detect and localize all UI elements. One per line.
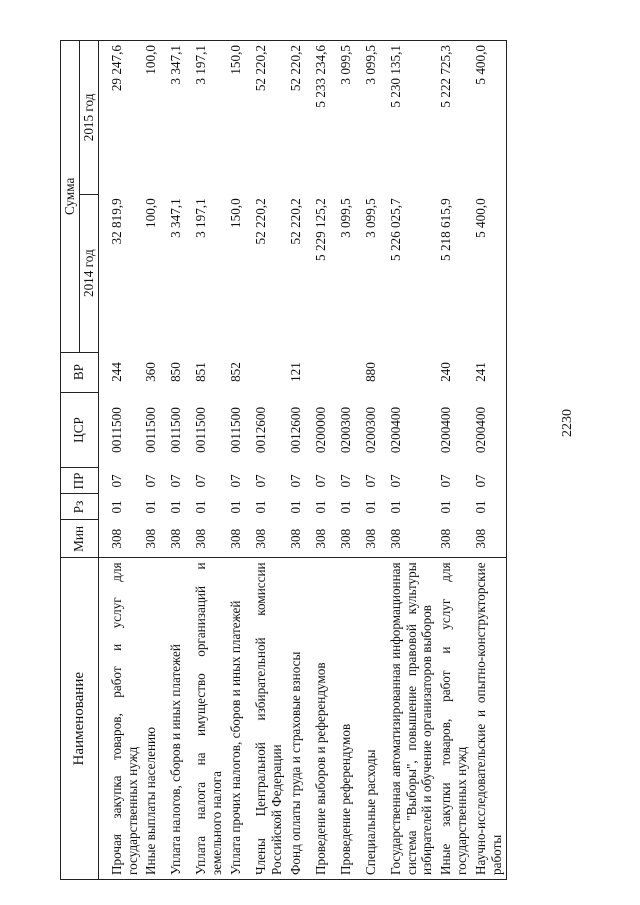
cell-csr: 0011500 <box>193 407 209 453</box>
cell-2015: 3 347,1 <box>166 41 191 195</box>
cell-vr: 244 <box>108 362 124 382</box>
cell-csr: 0200400 <box>387 406 403 454</box>
cell-2014: 5 226 025,7 <box>387 198 403 261</box>
table-row <box>141 41 166 880</box>
cell-2014: 150,0 <box>228 198 244 228</box>
cell-min: 308 <box>143 528 159 549</box>
header-csr: ЦСР <box>61 392 99 468</box>
cell-vr: 241 <box>471 352 506 392</box>
cell-2015: 3 197,1 <box>191 41 226 195</box>
cell-min: 308 <box>228 528 244 549</box>
cell-name: Иные закупки товаров, работ и услуг для государственных нужд <box>436 558 471 880</box>
cell-name: Иные выплаты населению <box>141 558 166 880</box>
table-row <box>226 41 251 880</box>
spacer-row <box>98 41 107 880</box>
cell-min: 308 <box>337 528 353 549</box>
cell-vr: 852 <box>228 362 244 382</box>
cell-csr: 0011500 <box>228 407 244 453</box>
table-row <box>471 41 506 880</box>
table-row <box>311 41 336 880</box>
cell-pr: 07 <box>143 474 159 488</box>
table-row <box>191 41 226 880</box>
cell-rz: 01 <box>228 500 244 514</box>
cell-rz: 01 <box>337 500 353 514</box>
cell-pr: 07 <box>337 474 353 488</box>
table-body <box>98 41 506 880</box>
cell-2015: 52 220,2 <box>251 41 286 195</box>
header-sum: Сумма <box>61 41 80 353</box>
cell-2015: 100,0 <box>141 41 166 195</box>
cell-csr: 0200400 <box>438 406 454 454</box>
cell-pr: 07 <box>471 468 506 494</box>
rotated-page <box>60 40 570 880</box>
cell-rz: 01 <box>471 494 506 520</box>
cell-2014: 3 099,5 <box>337 198 353 238</box>
table-row <box>107 41 142 880</box>
cell-pr: 07 <box>387 474 403 488</box>
cell-2014: 5 218 615,9 <box>438 198 454 261</box>
table-row <box>386 41 437 880</box>
cell-vr: 880 <box>362 362 378 382</box>
cell-2015: 5 233 234,6 <box>311 41 336 195</box>
cell-vr: 240 <box>438 362 454 382</box>
header-min: Мин <box>61 520 99 558</box>
table-row <box>286 41 311 880</box>
cell-vr: 850 <box>168 362 184 382</box>
table-row <box>336 41 361 880</box>
cell-min: 308 <box>108 528 124 549</box>
cell-2015: 5 230 135,1 <box>386 41 437 195</box>
cell-2014: 5 229 125,2 <box>312 198 328 261</box>
cell-vr: 851 <box>193 362 209 382</box>
header-name: Наименование <box>61 558 99 880</box>
cell-min: 308 <box>193 528 209 549</box>
table-row <box>361 41 386 880</box>
cell-pr: 07 <box>168 474 184 488</box>
cell-2015: 29 247,6 <box>107 41 142 195</box>
cell-min: 308 <box>438 528 454 549</box>
cell-pr: 07 <box>438 474 454 488</box>
header-rz: Рз <box>61 494 99 520</box>
table-row <box>251 41 286 880</box>
cell-2015: 5 222 725,3 <box>436 41 471 195</box>
cell-2014: 3 099,5 <box>362 198 378 238</box>
cell-csr: 0200000 <box>312 406 328 454</box>
cell-csr: 0011500 <box>143 407 159 453</box>
cell-2014: 100,0 <box>143 198 159 228</box>
cell-pr: 07 <box>287 474 303 488</box>
cell-2014: 52 220,2 <box>287 198 303 245</box>
cell-2014: 3 347,1 <box>168 198 184 238</box>
table-row <box>166 41 191 880</box>
header-pr: ПР <box>61 468 99 494</box>
cell-2015: 3 099,5 <box>336 41 361 195</box>
cell-name: Научно-исследовательские и опытно-конструкторские работы <box>471 558 506 880</box>
cell-name: Фонд оплаты труда и страховые взносы <box>286 558 311 880</box>
cell-min: 308 <box>471 520 506 558</box>
cell-csr: 0012600 <box>253 406 269 454</box>
cell-vr <box>251 352 286 392</box>
cell-2014: 5 400,0 <box>471 194 506 352</box>
cell-vr <box>336 352 361 392</box>
cell-pr: 07 <box>193 474 209 488</box>
budget-table <box>60 40 507 880</box>
cell-2015: 150,0 <box>226 41 251 195</box>
cell-rz: 01 <box>108 500 124 514</box>
cell-name: Уплата налогов, сборов и иных платежей <box>166 558 191 880</box>
page-number: 2230 <box>560 409 575 437</box>
cell-rz: 01 <box>312 500 328 514</box>
cell-min: 308 <box>387 528 403 549</box>
cell-min: 308 <box>362 528 378 549</box>
header-2015: 2015 год <box>79 41 98 195</box>
cell-vr <box>386 352 437 392</box>
cell-name: Уплата прочих налогов, сборов и иных платежей <box>226 558 251 880</box>
cell-2014: 32 819,9 <box>108 198 124 245</box>
cell-csr: 0011500 <box>108 407 124 453</box>
cell-min: 308 <box>253 528 269 549</box>
cell-name: Уплата налога на имущество организаций и земельного налога <box>191 558 226 880</box>
cell-min: 308 <box>287 528 303 549</box>
cell-csr: 0200300 <box>337 406 353 454</box>
cell-rz: 01 <box>287 500 303 514</box>
cell-2015: 52 220,2 <box>286 41 311 195</box>
cell-pr: 07 <box>228 474 244 488</box>
cell-rz: 01 <box>253 500 269 514</box>
cell-min: 308 <box>312 528 328 549</box>
cell-name: Члены Центральной избирательной комиссии Российской Федерации <box>251 558 286 880</box>
cell-vr <box>311 352 336 392</box>
cell-rz: 01 <box>193 500 209 514</box>
cell-pr: 07 <box>312 474 328 488</box>
cell-csr: 0012600 <box>287 406 303 454</box>
cell-rz: 01 <box>168 500 184 514</box>
cell-rz: 01 <box>362 500 378 514</box>
cell-pr: 07 <box>362 474 378 488</box>
cell-csr: 0200400 <box>471 392 506 468</box>
cell-rz: 01 <box>143 500 159 514</box>
cell-name: Проведение выборов и референдумов <box>311 558 336 880</box>
cell-2014: 3 197,1 <box>193 198 209 238</box>
cell-name: Проведение референдумов <box>336 558 361 880</box>
header-vr: ВР <box>61 352 99 392</box>
cell-2015: 3 099,5 <box>361 41 386 195</box>
cell-name: Специальные расходы <box>361 558 386 880</box>
cell-2014: 52 220,2 <box>253 198 269 245</box>
cell-name: Государственная автоматизированная информационная система "Выборы", повышение правовой культуры избирателей и обучение организаторов выборов <box>386 558 437 880</box>
cell-vr: 121 <box>287 362 303 382</box>
table-row <box>436 41 471 880</box>
header-2014: 2014 год <box>79 194 98 352</box>
cell-pr: 07 <box>253 474 269 488</box>
cell-csr: 0011500 <box>168 407 184 453</box>
cell-pr: 07 <box>108 474 124 488</box>
cell-name: Прочая закупка товаров, работ и услуг для государственных нужд <box>107 558 142 880</box>
cell-csr: 0200300 <box>362 406 378 454</box>
cell-min: 308 <box>168 528 184 549</box>
cell-rz: 01 <box>438 500 454 514</box>
cell-vr: 360 <box>143 362 159 382</box>
cell-2015: 5 400,0 <box>471 41 506 195</box>
cell-rz: 01 <box>387 500 403 514</box>
